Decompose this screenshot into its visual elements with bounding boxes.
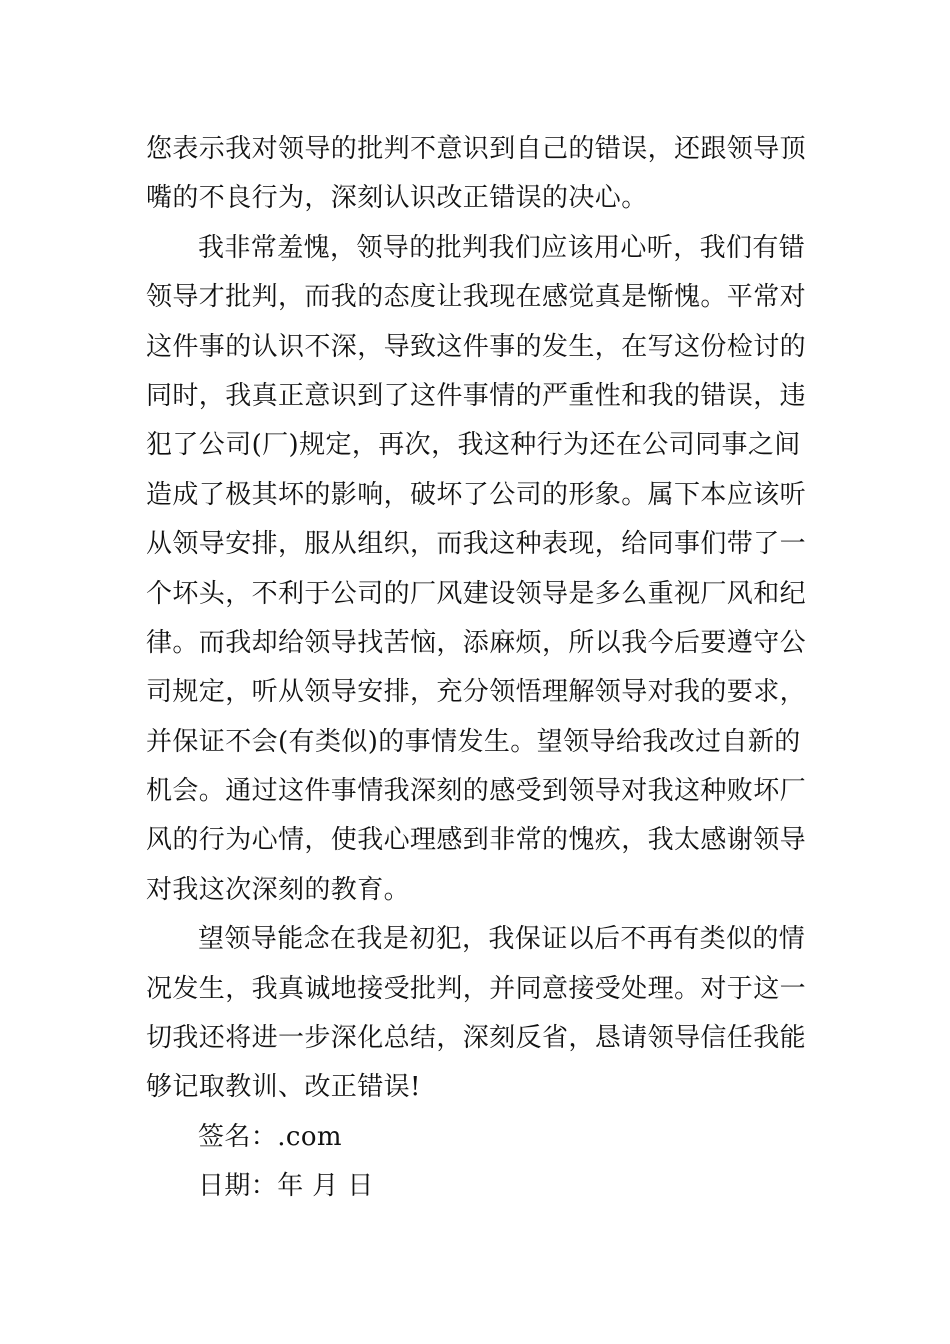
paragraph-start-line: 望领导能念在我是初犯，我保证以后不再有类似的情 [198,924,806,955]
text-line: 况发生，我真诚地接受批判，并同意接受处理。对于这一 [146,973,807,1004]
text-line: 司规定，听从领导安排，充分领悟理解领导对我的要求， [146,677,807,708]
text-line: 从领导安排，服从组织，而我这种表现，给同事们带了一 [146,529,807,560]
text-line: 切我还将进一步深化总结，深刻反省，恳请领导信任我能 [146,1023,807,1054]
text-line: 够记取教训、改正错误! [146,1072,421,1103]
text-line: 风的行为心情，使我心理感到非常的愧疚，我太感谢领导 [146,825,807,856]
signature-line: 签名：.com [198,1121,342,1152]
document-body [146,125,812,1212]
date-line: 日期：年 月 日 [198,1171,374,1202]
text-line: 这件事的认识不深，导致这件事的发生，在写这份检讨的 [146,331,807,362]
paragraph-start-line: 我非常羞愧，领导的批判我们应该用心听，我们有错 [198,232,806,263]
text-line: 嘴的不良行为，深刻认识改正错误的决心。 [146,183,648,214]
text-line: 领导才批判，而我的态度让我现在感觉真是惭愧。平常对 [146,282,807,313]
text-line: 犯了公司(厂)规定，再次，我这种行为还在公司同事之间 [146,430,801,461]
text-line: 个坏头，不利于公司的厂风建设领导是多么重视厂风和纪 [146,578,807,609]
text-line: 律。而我却给领导找苦恼，添麻烦，所以我今后要遵守公 [146,627,807,658]
text-line: 同时，我真正意识到了这件事情的严重性和我的错误，违 [146,380,807,411]
text-line: 对我这次深刻的教育。 [146,874,411,905]
text-line: 机会。通过这件事情我深刻的感受到领导对我这种败坏厂 [146,776,807,807]
text-line: 并保证不会(有类似)的事情发生。望领导给我改过自新的 [146,726,801,757]
text-line: 您表示我对领导的批判不意识到自己的错误，还跟领导顶 [146,134,807,164]
text-line: 造成了极其坏的影响，破坏了公司的形象。属下本应该听 [146,479,807,510]
